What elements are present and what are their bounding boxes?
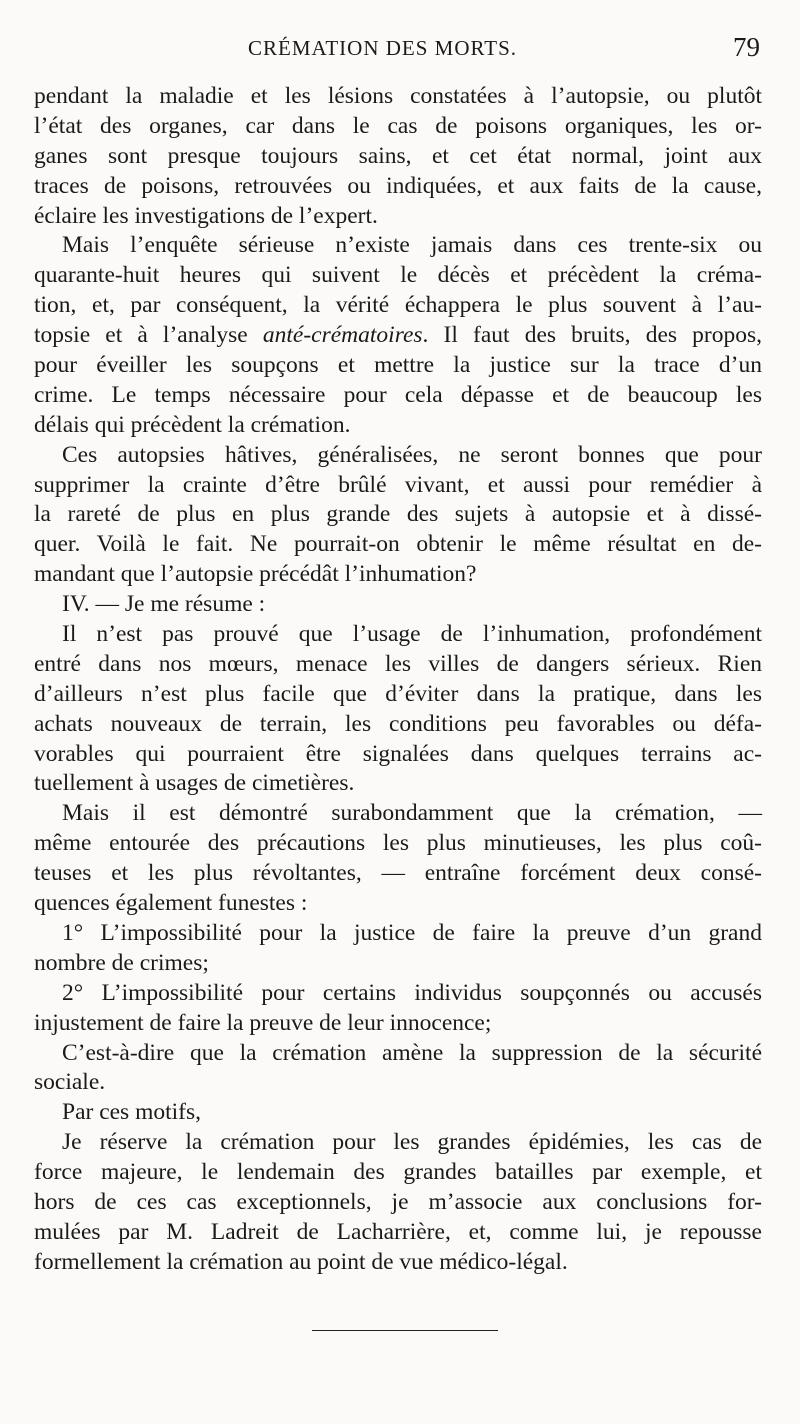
text-line: 1° L’impossibilité pour la justice de faire la preuve d’un grand xyxy=(62,919,762,946)
text-line: délais qui précèdent la crémation. xyxy=(34,411,351,438)
closing-rule xyxy=(312,1330,498,1331)
text-line: Mais il est démontré surabondamment que la crémation, — xyxy=(62,800,762,827)
text-line: topsie et à l’analyse anté-crématoires. Il faut des bruits, des propos, xyxy=(34,322,762,349)
text-line: Il n’est pas prouvé que l’usage de l’inhumation, profondément xyxy=(62,621,762,648)
text-line: pour éveiller les soupçons et mettre la justice sur la trace d’un xyxy=(34,352,762,379)
text-line: nombre de crimes; xyxy=(34,949,209,976)
text-line: l’état des organes, car dans le cas de poisons organiques, les or- xyxy=(34,112,762,139)
text-line: ganes sont presque toujours sains, et cet état normal, joint aux xyxy=(34,142,762,169)
text-line: Par ces motifs, xyxy=(62,1099,202,1126)
text-line: supprimer la crainte d’être brûlé vivant, et aussi pour remédier à xyxy=(34,471,762,498)
text-line: hors de ces cas exceptionnels, je m’associe aux conclusions for- xyxy=(34,1188,762,1215)
text-line: teuses et les plus révoltantes, — entraîne forcément deux consé- xyxy=(34,860,762,887)
text-line: C’est-à-dire que la crémation amène la suppression de la sécurité xyxy=(62,1039,762,1066)
text-line: vorables qui pourraient être signalées dans quelques terrains ac- xyxy=(34,740,762,767)
text-line: Mais l’enquête sérieuse n’existe jamais dans ces trente-six ou xyxy=(62,232,762,259)
text-line: sociale. xyxy=(34,1069,106,1096)
text-line: pendant la maladie et les lésions constatées à l’autopsie, ou plutôt xyxy=(34,83,762,109)
text-line: même entourée des précautions les plus minutieuses, les plus coû- xyxy=(34,830,762,857)
text-line: 2° L’impossibilité pour certains individus soupçonnés ou accusés xyxy=(62,979,762,1006)
text-line: traces de poisons, retrouvées ou indiquées, et aux faits de la cause, xyxy=(34,172,762,199)
text-line: quarante-huit heures qui suivent le décès et précèdent la créma- xyxy=(34,262,762,289)
text-line: Je réserve la crémation pour les grandes épidémies, les cas de xyxy=(62,1129,762,1156)
running-head-title: CRÉMATION DES MORTS. xyxy=(248,36,518,60)
text-line: force majeure, le lendemain des grandes batailles par exemple, et xyxy=(34,1159,762,1186)
text-line: crime. Le temps nécessaire pour cela dépasse et de beaucoup les xyxy=(34,381,762,408)
page-number: 79 xyxy=(733,32,760,62)
body-text xyxy=(34,82,762,1278)
text-line: quer. Voilà le fait. Ne pourrait-on obtenir le même résultat en de- xyxy=(34,531,762,558)
text-line: Ces autopsies hâtives, généralisées, ne seront bonnes que pour xyxy=(62,441,762,468)
text-line: tion, et, par conséquent, la vérité échappera le plus souvent à l’au- xyxy=(34,292,762,319)
text-line: d’ailleurs n’est plus facile que d’éviter dans la pratique, dans les xyxy=(34,680,762,707)
text-line: IV. — Je me résume : xyxy=(62,591,266,618)
text-line: quences également funestes : xyxy=(34,890,308,917)
text-line: formellement la crémation au point de vue médico-légal. xyxy=(34,1248,568,1275)
text-line: mulées par M. Ladreit de Lacharrière, et, comme lui, je repousse xyxy=(34,1218,762,1245)
text-line: mandant que l’autopsie précédât l’inhumation? xyxy=(34,561,477,588)
text-line: entré dans nos mœurs, menace les villes de dangers sérieux. Rien xyxy=(34,650,762,677)
text-line: éclaire les investigations de l’expert. xyxy=(34,202,378,229)
text-line: injustement de faire la preuve de leur innocence; xyxy=(34,1009,492,1036)
text-line: achats nouveaux de terrain, les conditions peu favorables ou défa- xyxy=(34,710,762,737)
text-line: tuellement à usages de cimetières. xyxy=(34,770,355,797)
text-line: la rareté de plus en plus grande des sujets à autopsie et à dissé- xyxy=(34,501,762,528)
running-head xyxy=(0,32,800,72)
